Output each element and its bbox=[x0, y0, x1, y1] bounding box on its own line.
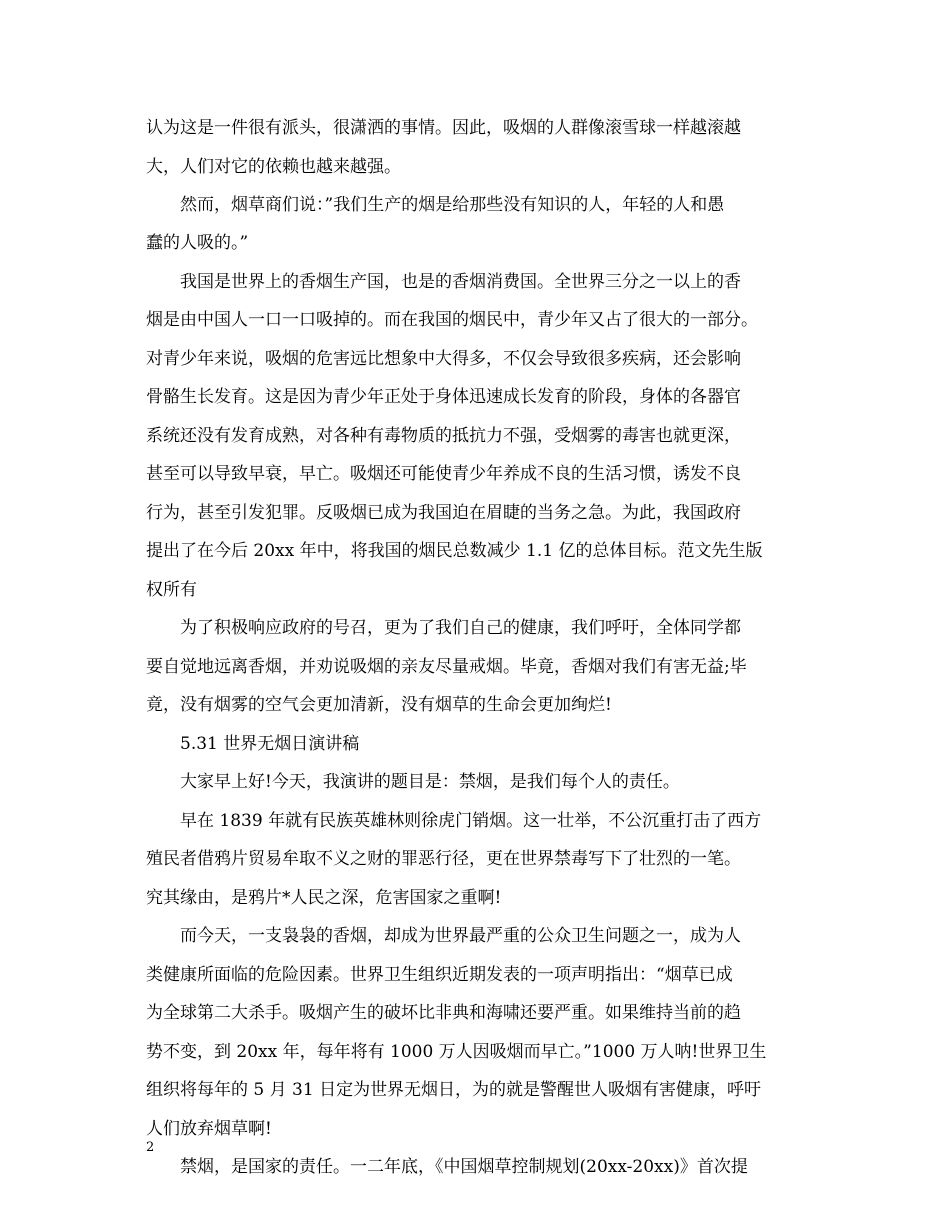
text-line: 对青少年来说，吸烟的危害远比想象中大得多，不仅会导致很多疾病，还会影响 bbox=[146, 349, 741, 369]
text-line: 烟是由中国人一口一口吸掉的。而在我国的烟民中，青少年又占了很大的一部分。 bbox=[146, 310, 758, 330]
text-line: 提出了在今后 20xx 年中，将我国的烟民总数减少 1.1 亿的总体目标。范文先生版 bbox=[146, 541, 763, 561]
text-line: 行为，甚至引发犯罪。反吸烟已成为我国迫在眉睫的当务之急。为此，我国政府 bbox=[146, 503, 741, 523]
text-line: 权所有 bbox=[146, 580, 197, 600]
text-line: 组织将每年的 5 月 31 日定为世界无烟日，为的就是警醒世人吸烟有害健康，呼吁 bbox=[146, 1080, 762, 1100]
text-line: 究其缘由，是鸦片*人民之深，危害国家之重啊! bbox=[146, 888, 502, 908]
text-line: 类健康所面临的危险因素。世界卫生组织近期发表的一项声明指出：“烟草已成 bbox=[146, 965, 733, 985]
text-line: 人们放弃烟草啊! bbox=[146, 1119, 272, 1139]
text-line: 系统还没有发育成熟，对各种有毒物质的抵抗力不强，受烟雾的毒害也就更深， bbox=[146, 426, 741, 446]
text-line: 然而，烟草商们说：”我们生产的烟是给那些没有知识的人，年轻的人和愚 bbox=[180, 195, 725, 215]
text-line: 竟，没有烟雾的空气会更加清新，没有烟草的生命会更加绚烂! bbox=[146, 695, 612, 715]
text-line: 甚至可以导致早衰，早亡。吸烟还可能使青少年养成不良的生活习惯，诱发不良 bbox=[146, 464, 741, 484]
text-line: 我国是世界上的香烟生产国，也是的香烟消费国。全世界三分之一以上的香 bbox=[180, 272, 741, 292]
text-line: 大家早上好!今天，我演讲的题目是：禁烟，是我们每个人的责任。 bbox=[180, 772, 680, 792]
text-line: 早在 1839 年就有民族英雄林则徐虎门销烟。这一壮举，不公沉重打击了西方 bbox=[180, 811, 762, 831]
text-line: 为了积极响应政府的号召，更为了我们自己的健康，我们呼吁，全体同学都 bbox=[180, 618, 741, 638]
page-number: 2 bbox=[146, 1140, 155, 1155]
text-line: 大，人们对它的依赖也越来越强。 bbox=[146, 157, 401, 177]
text-line: 为全球第二大杀手。吸烟产生的破坏比非典和海啸还要严重。如果维持当前的趋 bbox=[146, 1003, 741, 1023]
text-line: 要自觉地远离香烟，并劝说吸烟的亲友尽量戒烟。毕竟，香烟对我们有害无益;毕 bbox=[146, 657, 747, 677]
text-line: 势不变，到 20xx 年，每年将有 1000 万人因吸烟而早亡。”1000 万人呐!世界卫生 bbox=[146, 1042, 767, 1062]
section-heading: 5.31 世界无烟日演讲稿 bbox=[180, 734, 360, 754]
text-line: 骨骼生长发育。这是因为青少年正处于身体迅速成长发育的阶段，身体的各器官 bbox=[146, 387, 741, 407]
text-line: 殖民者借鸦片贸易牟取不义之财的罪恶行径，更在世界禁毒写下了壮烈的一笔。 bbox=[146, 849, 741, 869]
text-line: 禁烟，是国家的责任。一二年底，《中国烟草控制规划(20xx-20xx)》首次提 bbox=[180, 1157, 748, 1177]
text-line: 而今天，一支袅袅的香烟，却成为世界最严重的公众卫生问题之一，成为人 bbox=[180, 926, 741, 946]
text-line: 认为这是一件很有派头，很潇洒的事情。因此，吸烟的人群像滚雪球一样越滚越 bbox=[146, 118, 741, 138]
text-line: 蠢的人吸的。” bbox=[146, 233, 249, 253]
